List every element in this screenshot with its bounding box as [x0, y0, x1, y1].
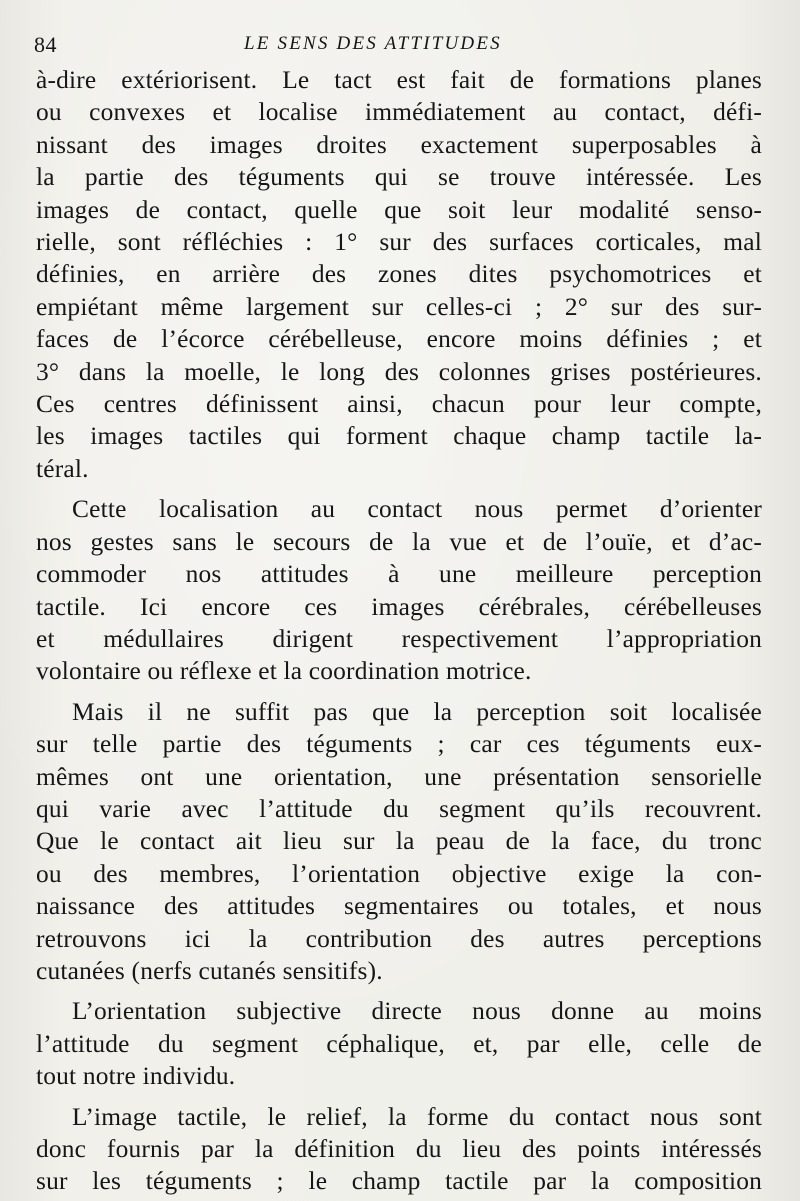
text-line: L’orientation subjective directe nous donne au moins: [72, 997, 762, 1026]
text-line: sur les téguments ; le champ tactile par la composition: [36, 1167, 762, 1196]
text-line: commoder nos attitudes à une meilleure perception: [36, 560, 762, 589]
body-text: [36, 64, 762, 1198]
paragraph-4: [36, 995, 762, 1092]
text-line: à-dire extériorisent. Le tact est fait de formations planes: [36, 66, 762, 94]
text-line: ou des membres, l’orientation objective exige la con-: [36, 859, 762, 888]
page-header: [34, 32, 764, 58]
text-line: les images tactiles qui forment chaque champ tactile la-: [36, 422, 762, 451]
text-line: mêmes ont une orientation, une présentation sensorielle: [36, 762, 762, 791]
text-line: tactile. Ici encore ces images cérébrales, cérébelleuses: [36, 592, 762, 621]
text-line: nos gestes sans le secours de la vue et de l’ouïe, et d’ac-: [36, 527, 762, 556]
text-line: ou convexes et localise immédiatement au contact, défi-: [36, 98, 762, 127]
text-line: L’image tactile, le relief, la forme du contact nous sont: [72, 1102, 762, 1131]
running-title: LE SENS DES ATTITUDES: [244, 33, 502, 54]
paragraph-5: [36, 1101, 762, 1198]
text-line: cutanées (nerfs cutanés sensitifs).: [36, 956, 383, 985]
text-line: volontaire ou réflexe et la coordination motrice.: [36, 657, 532, 686]
text-line: Ces centres définissent ainsi, chacun pour leur compte,: [36, 390, 762, 419]
text-line: faces de l’écorce cérébelleuse, encore moins définies ; et: [36, 325, 762, 354]
text-line: et médullaires dirigent respectivement l’appropriation: [36, 624, 762, 653]
text-line: définies, en arrière des zones dites psychomotrices et: [36, 260, 762, 289]
text-line: nissant des images droites exactement superposables à: [36, 130, 762, 159]
text-line: 3° dans la moelle, le long des colonnes grises postérieures.: [36, 357, 762, 386]
text-line: la partie des téguments qui se trouve intéressée. Les: [36, 163, 762, 192]
page-number: 84: [34, 32, 57, 57]
text-line: Cette localisation au contact nous permet d’orienter: [72, 495, 762, 524]
text-line: retrouvons ici la contribution des autres perceptions: [36, 924, 762, 953]
text-line: téral.: [36, 454, 89, 483]
text-line: sur telle partie des téguments ; car ces téguments eux-: [36, 730, 762, 759]
paragraph-1: [36, 64, 762, 485]
paragraph-3: [36, 696, 762, 988]
text-line: rielle, sont réfléchies : 1° sur des surfaces corticales, mal: [36, 228, 762, 257]
text-line: tout notre individu.: [36, 1062, 236, 1091]
text-line: images de contact, quelle que soit leur modalité senso-: [36, 195, 762, 224]
paragraph-2: [36, 493, 762, 687]
text-line: qui varie avec l’attitude du segment qu’ils recouvrent.: [36, 794, 762, 823]
text-line: Mais il ne suffit pas que la perception soit localisée: [72, 697, 762, 726]
text-line: naissance des attitudes segmentaires ou totales, et nous: [36, 892, 762, 921]
text-line: Que le contact ait lieu sur la peau de la face, du tronc: [36, 827, 762, 856]
text-line: donc fournis par la définition du lieu des points intéressés: [36, 1135, 762, 1163]
text-line: l’attitude du segment céphalique, et, par elle, celle de: [36, 1029, 762, 1058]
text-line: empiétant même largement sur celles-ci ; 2° sur des sur-: [36, 292, 762, 321]
